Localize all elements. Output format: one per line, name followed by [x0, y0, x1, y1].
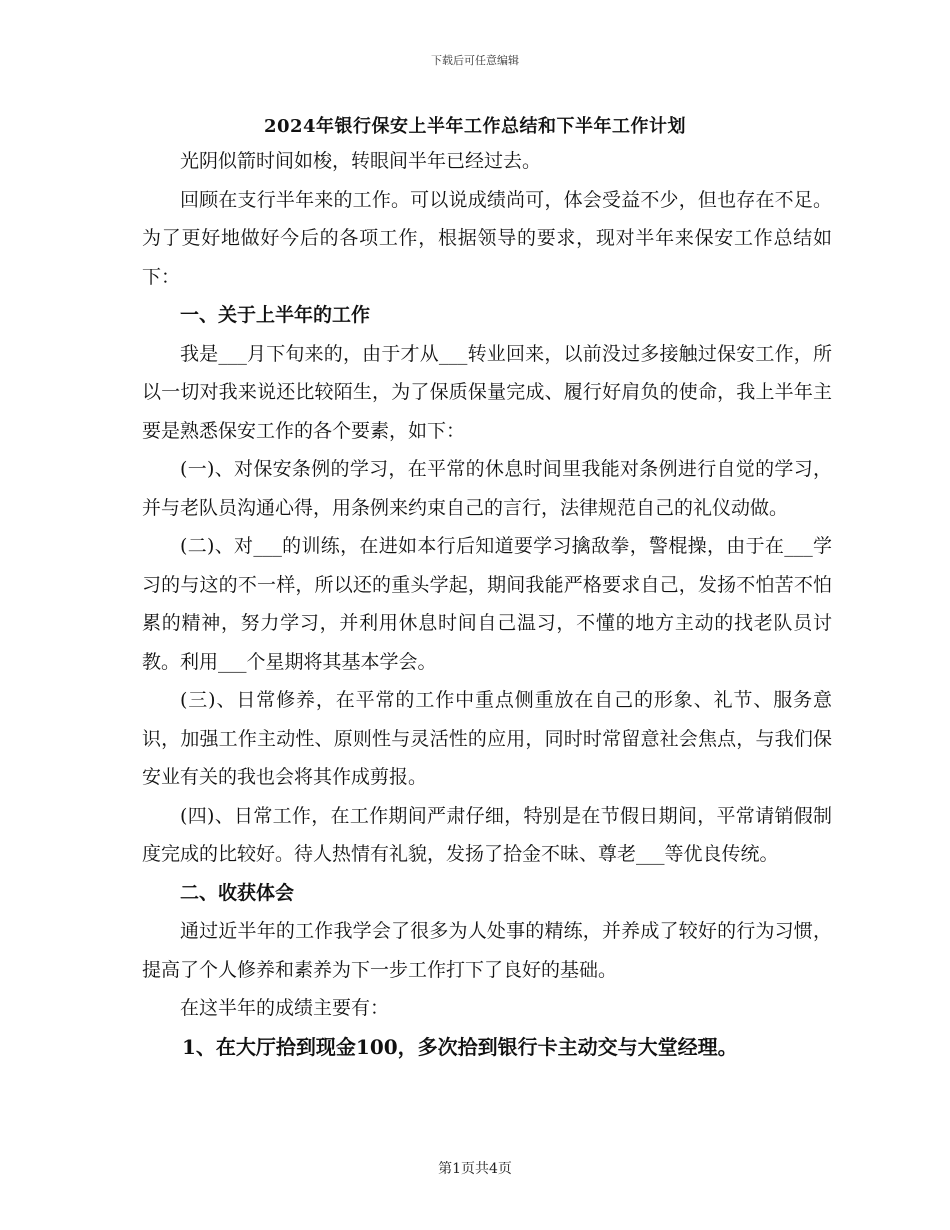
paragraph-item-3: (三)、日常修养，在平常的工作中重点侧重放在自己的形象、礼节、服务意识，加强工作主动性、原则性与灵活性的应用，同时时常留意社会焦点，与我们保安业有关的我也会将其作成剪报。 [142, 689, 832, 788]
paragraph-background: 我是___月下旬来的，由于才从___转业回来，以前没过多接触过保安工作，所以一切对我来说还比较陌生，为了保质保量完成、履行好肩负的使命，我上半年主要是熟悉保安工作的各个要素，如下： [142, 342, 832, 442]
paragraph-item-1: (一)、对保安条例的学习，在平常的休息时间里我能对条例进行自觉的学习，并与老队员沟通心得，用条例来约束自己的言行，法律规范自己的礼仪动做。 [142, 458, 832, 519]
paragraph-intro: 光阴似箭时间如梭，转眼间半年已经过去。 [180, 150, 542, 172]
document-body [142, 142, 832, 1066]
page-number: 第1页共4页 [438, 1161, 512, 1177]
paragraph-gains: 通过近半年的工作我学会了很多为人处事的精练，并养成了较好的行为习惯，提高了个人修养和素养为下一步工作打下了良好的基础。 [142, 920, 832, 981]
achievement-item-1: 1、在大厅拾到现金100，多次拾到银行卡主动交与大堂经理。 [182, 1034, 738, 1059]
paragraph-achievements-intro: 在这半年的成绩主要有： [180, 997, 390, 1019]
section-heading-gains: 二、收获体会 [180, 881, 295, 904]
section-heading-first-half-work: 一、关于上半年的工作 [180, 304, 371, 326]
page-header-note: 下载后可任意编辑 [431, 54, 519, 67]
paragraph-item-2: (二)、对___的训练，在进如本行后知道要学习擒敌拳，警棍操，由于在___学习的与这的不一样，所以还的重头学起，期间我能严格要求自己，发扬不怕苦不怕累的精神，努力学习，并利用休息时间自己温习，不懂的地方主动的找老队员讨教。利用___个星期将其基本学会。 [142, 535, 832, 673]
paragraph-review: 回顾在支行半年来的工作。可以说成绩尚可，体会受益不少，但也存在不足。为了更好地做好今后的各项工作，根据领导的要求，现对半年来保安工作总结如下： [142, 188, 832, 288]
paragraph-item-4: (四)、日常工作，在工作期间严肃仔细，特别是在节假日期间，平常请销假制度完成的比较好。待人热情有礼貌，发扬了拾金不昧、尊老___等优良传统。 [142, 804, 832, 865]
document-title: 2024年银行保安上半年工作总结和下半年工作计划 [263, 116, 687, 137]
